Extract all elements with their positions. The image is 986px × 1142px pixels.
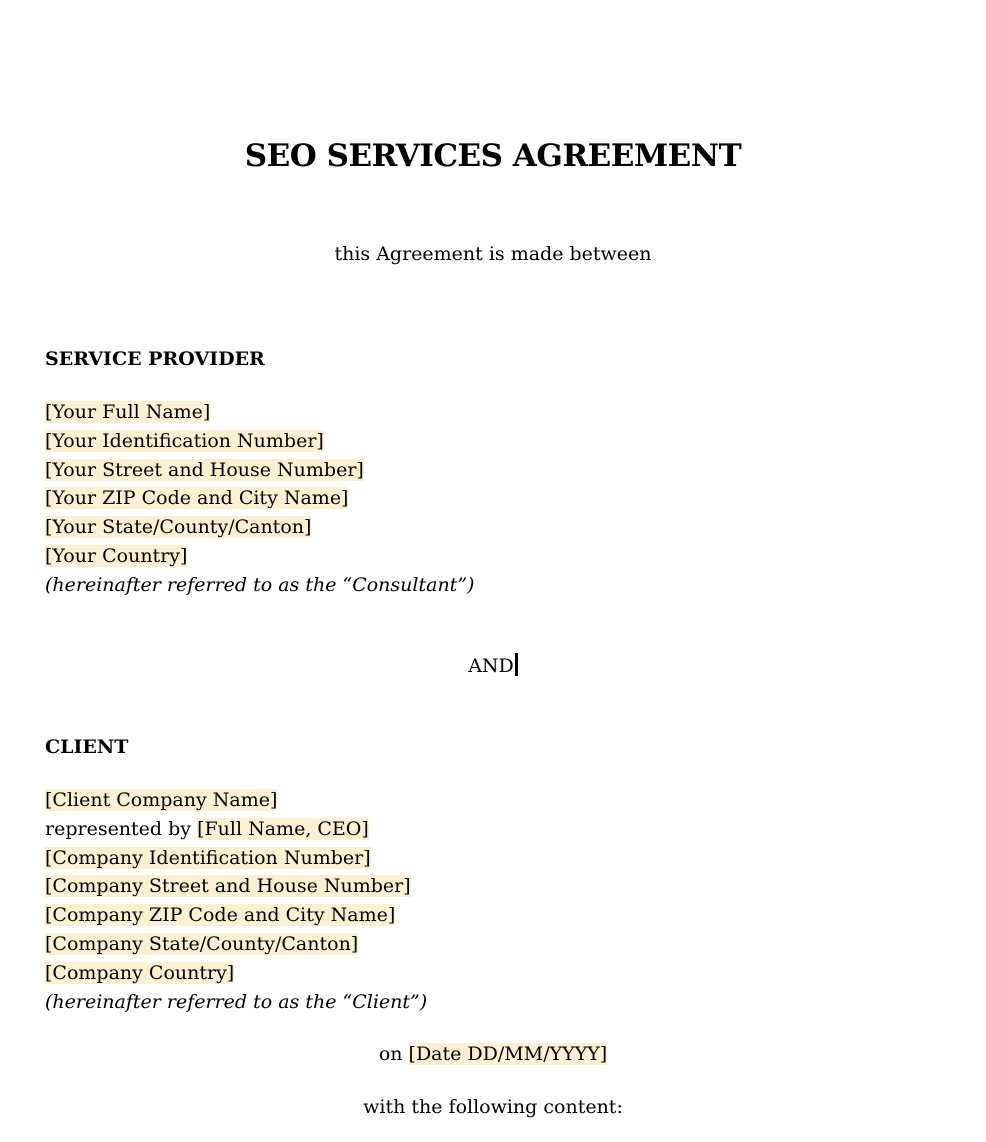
client-block	[45, 786, 427, 1016]
represented-by-label: represented by	[45, 817, 198, 840]
client-company-field[interactable]: [Client Company Name]	[45, 789, 278, 811]
provider-name-field[interactable]: [Your Full Name]	[45, 401, 211, 423]
closing-text: with the following content:	[363, 1096, 623, 1118]
provider-zip-city-field[interactable]: [Your ZIP Code and City Name]	[45, 487, 349, 510]
and-text: AND	[468, 655, 514, 677]
client-state-field[interactable]: [Company State/County/Canton]	[45, 932, 359, 955]
provider-note: (hereinafter referred to as the “Consultant”)	[45, 573, 475, 596]
client-id-field[interactable]: [Company Identification Number]	[45, 846, 371, 869]
client-zip-city-field[interactable]: [Company ZIP Code and City Name]	[45, 904, 396, 927]
date-line	[0, 1040, 986, 1069]
provider-street-field[interactable]: [Your Street and House Number]	[45, 458, 364, 481]
date-field[interactable]: [Date DD/MM/YYYY]	[408, 1043, 608, 1065]
date-prefix: on	[378, 1043, 409, 1065]
document-title: SEO SERVICES AGREEMENT	[244, 138, 742, 174]
provider-heading: SERVICE PROVIDER	[45, 348, 265, 370]
provider-block	[45, 398, 474, 600]
and-line[interactable]	[0, 652, 986, 681]
provider-id-field[interactable]: [Your Identification Number]	[45, 429, 324, 452]
client-note: (hereinafter referred to as the “Client”)	[45, 990, 428, 1013]
intro-text: this Agreement is made between	[334, 243, 652, 265]
client-heading: CLIENT	[45, 736, 129, 758]
client-representative-field[interactable]: [Full Name, CEO]	[197, 817, 369, 840]
provider-country-field[interactable]: [Your Country]	[45, 544, 188, 567]
provider-state-field[interactable]: [Your State/County/Canton]	[45, 516, 312, 539]
client-country-field[interactable]: [Company Country]	[45, 961, 235, 984]
client-street-field[interactable]: [Company Street and House Number]	[45, 875, 411, 898]
text-cursor	[515, 653, 518, 676]
